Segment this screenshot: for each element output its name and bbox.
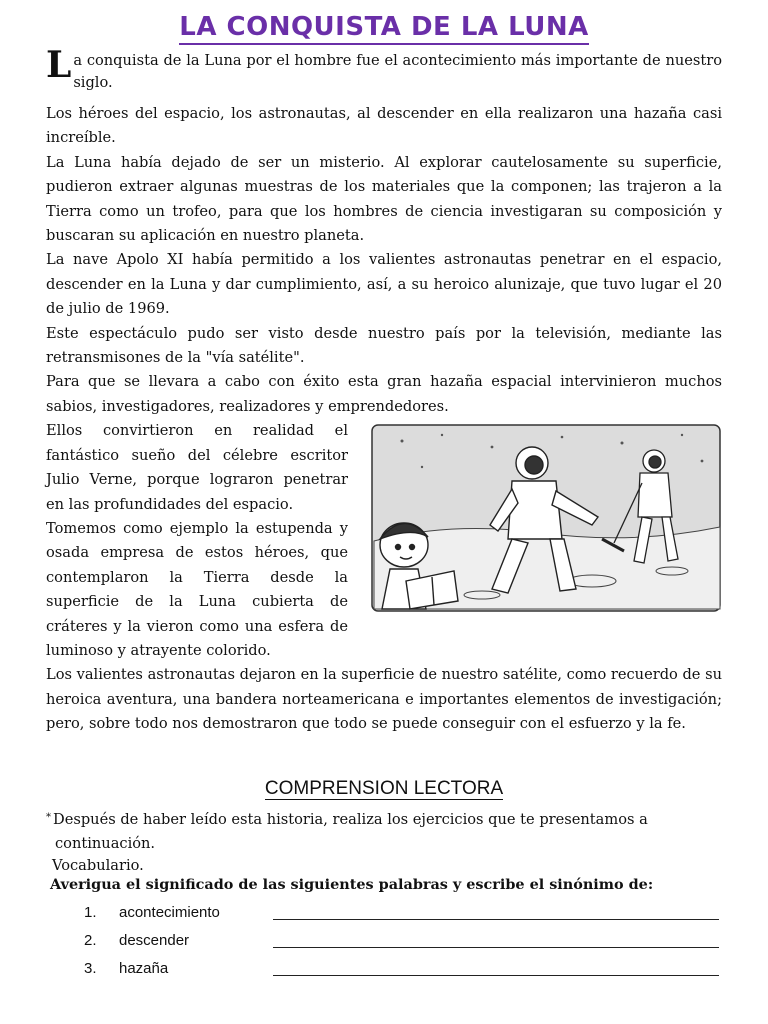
comprehension-title: [0, 778, 768, 800]
page-title: [0, 12, 768, 42]
paragraph-2: La Luna había dejado de ser un misterio. Al explorar cautelosamente su superficie, pudieron extraer algunas muestras de los materiales que la componen; las trajeron a la Tierra como un trofeo, para que los hombres de ciencia investigaran su composición y buscaran su aplicación en nuestro planeta.: [46, 153, 722, 245]
paragraph-3: La nave Apolo XI había permitido a los valientes astronautas penetrar en el espacio, descender en la Luna y dar cumplimiento, así, a su heroico alunizaje, que tuvo lugar el 20 de julio de 1969.: [46, 251, 722, 318]
comprehension-title-text: COMPRENSION LECTORA: [264, 778, 504, 799]
list-item: [84, 958, 724, 986]
astronauts-illustration: [362, 421, 722, 617]
item-number: 1.: [84, 904, 97, 921]
paragraph-6: Ellos convirtieron en realidad el fantástico sueño del célebre escritor Julio Verne, porque lograron penetrar en las profundidades del espacio.: [46, 422, 348, 513]
instruction-line-2: continuación.: [55, 835, 156, 853]
astronauts-on-moon-icon: [362, 421, 722, 617]
bullet-icon: *: [46, 812, 51, 823]
list-item: [84, 930, 724, 958]
item-word: acontecimiento: [119, 904, 220, 921]
item-word: hazaña: [119, 960, 169, 977]
paragraph-8: Los valientes astronautas dejaron en la superficie de nuestro satélite, como recuerdo de su heroica aventura, una bandera norteamericana e importantes elementos de investigación; pero, sobre todo nos demostraron que todo se puede conseguir con el esfuerzo y la fe.: [46, 666, 722, 733]
answer-line[interactable]: [273, 975, 719, 976]
intro-text: a conquista de la Luna por el hombre fue el acontecimiento más importante de nuestro siglo.: [73, 52, 722, 91]
vocabulary-label: Vocabulario.: [52, 857, 144, 874]
dropcap-letter: L: [46, 44, 72, 86]
answer-line[interactable]: [273, 947, 719, 948]
paragraph-1: Los héroes del espacio, los astronautas, al descender en ella realizaron una hazaña casi increíble.: [46, 105, 722, 147]
instruction-line-1: Después de haber leído esta historia, realiza los ejercicios que te presentamos a: [53, 811, 648, 828]
paragraph-5: Para que se llevara a cabo con éxito esta gran hazaña espacial intervinieron muchos sabios, investigadores, realizadores y emprendedores.: [46, 373, 722, 415]
paragraph-4: Este espectáculo pudo ser visto desde nuestro país por la televisión, mediante las retransmisones de la "vía satélite".: [46, 324, 722, 367]
instructions: [46, 806, 722, 857]
task-instruction: Averigua el significado de las siguientes palabras y escribe el sinónimo de:: [50, 876, 654, 893]
item-number: 3.: [84, 960, 97, 977]
item-number: 2.: [84, 932, 97, 949]
vocabulary-list: [84, 902, 724, 986]
item-word: descender: [119, 932, 190, 949]
page-title-text: LA CONQUISTA DE LA LUNA: [179, 12, 588, 45]
paragraph-7: Tomemos como ejemplo la estupenda y osada empresa de estos héroes, que contemplaron la Tierra desde la superficie de la Luna cubierta de cráteres y la vieron como una esfera de luminoso y atrayente colorido.: [46, 519, 348, 659]
story-text: [46, 44, 722, 737]
answer-line[interactable]: [273, 919, 719, 920]
intro-paragraph: [46, 44, 722, 94]
list-item: [84, 902, 724, 930]
